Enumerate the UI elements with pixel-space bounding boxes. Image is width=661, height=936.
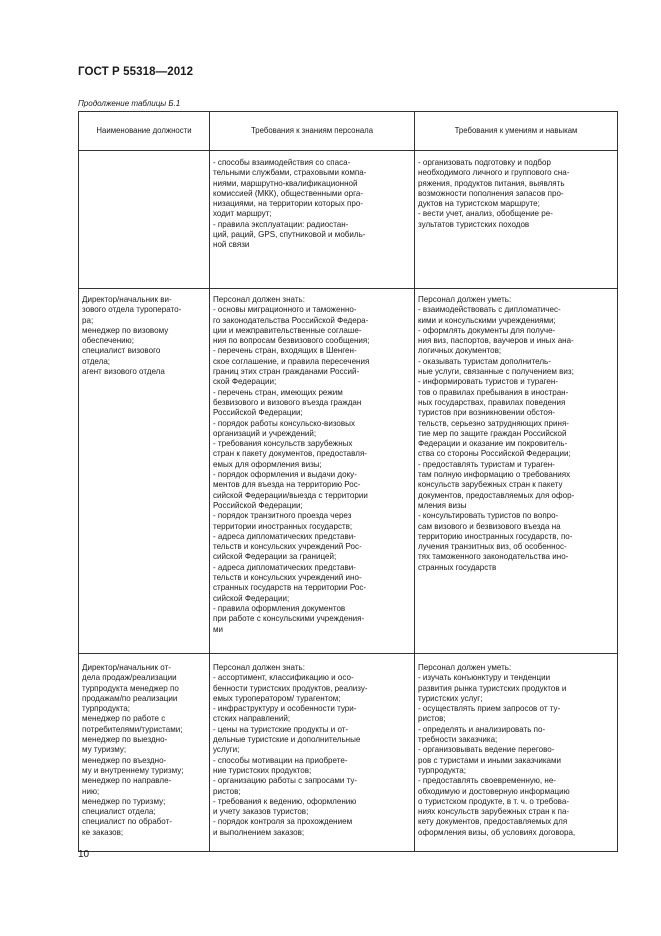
cell-text-line: тие мер по защите граждан Российской — [418, 428, 567, 438]
position-cell — [79, 654, 210, 852]
column-header-skills: Требования к умениям и навыкам — [415, 112, 618, 151]
cell-text-line: организаций и учреждений; — [213, 428, 317, 438]
cell-text-line: - изучать конъюнктуру и тенденции — [418, 673, 551, 683]
cell-text-line: - порядок контроля за прохождением — [213, 817, 353, 827]
cell-text-line: тях таможенного законодательства ино- — [418, 552, 569, 562]
cell-text-line: консульств зарубежных стран к пакету — [418, 480, 563, 490]
cell-text-line: о туристском продукте, в т. ч. о требова- — [418, 796, 570, 806]
cell-text-line: ской Федерации; — [213, 377, 277, 387]
cell-text-line: менеджер по въездно- — [82, 755, 167, 765]
cell-text-line: кету документов, предоставляемых для — [418, 817, 568, 827]
cell-text-line: необходимого личного и группового сна- — [418, 168, 570, 178]
cell-text-line: развития рынка туристских продуктов и — [418, 683, 567, 693]
cell-text-line: менеджер по туризму; — [82, 796, 166, 806]
cell-text-line: специалист отдела; — [82, 807, 156, 817]
cell-text-line: комиссией (МКК), общественными орга- — [213, 188, 364, 198]
cell-text-line: - организовать подготовку и подбор — [418, 158, 551, 167]
cell-text-line: низациями, на территории которых про- — [213, 199, 363, 209]
cell-text-line: - ассортимент, классификацию и осо- — [213, 673, 354, 683]
position-cell — [79, 289, 210, 654]
cell-text-line: странных государств — [418, 562, 497, 572]
cell-text-line: му туризму; — [82, 745, 127, 755]
cell-text-line: границ этих стран гражданами Россий- — [213, 367, 360, 377]
cell-text-line: турпродукта; — [82, 704, 130, 714]
cell-text-line: - взаимодействовать с дипломатичес- — [418, 305, 561, 315]
cell-text-line: - способы мотивации на приобрете- — [213, 755, 348, 765]
cell-text-line: туристов при возникновении обстоя- — [418, 408, 555, 418]
skills-cell — [415, 151, 618, 289]
cell-text-line: сийской Федерации; — [213, 593, 290, 603]
cell-text-line: - адреса дипломатических представи- — [213, 531, 356, 541]
page-number: 10 — [78, 849, 90, 860]
cell-text-line: услуги; — [213, 745, 240, 755]
cell-text-line: ные услуги, связанные с получением виз; — [418, 367, 574, 377]
cell-text-line: отдела; — [82, 356, 111, 366]
cell-text-line: возможности пополнения запасов про- — [418, 188, 564, 198]
cell-text-line: зультатов туристских походов — [418, 219, 530, 229]
cell-text-line: - консультировать туристов по вопро- — [418, 511, 559, 521]
cell-text-line: ниями, маршрутно-квалификационной — [213, 178, 358, 188]
skills-cell — [415, 654, 618, 852]
cell-text-line: ния по вопросам безвизового сообщения; — [213, 336, 370, 346]
cell-text-line: странных государств на территории Рос- — [213, 583, 367, 593]
cell-text-line: лучения транзитных виз, об особеннос- — [418, 542, 567, 552]
cell-text-line: Директор/начальник от- — [82, 663, 171, 672]
cell-text-line: кими и консульскими учреждениями; — [418, 315, 556, 325]
table-row — [79, 289, 618, 654]
cell-text-line: продажам/по реализации — [82, 693, 178, 703]
cell-text-line: бенности туристских продуктов, реализу- — [213, 683, 368, 693]
cell-text-line: менеджер по визовому — [82, 325, 169, 335]
cell-text-line: - правила эксплуатации: радиостан- — [213, 219, 349, 229]
knowledge-cell — [210, 289, 415, 654]
cell-text-line: и выполнением заказов; — [213, 827, 305, 837]
cell-text-line: го законодательства Российской Федера- — [213, 315, 369, 325]
cell-text-line: - порядок работы консульско-визовых — [213, 418, 355, 428]
cell-text-line: дуктов на туристском маршруте; — [418, 199, 540, 209]
cell-text-line: зового отдела туроперато- — [82, 305, 182, 315]
cell-text-line: обеспечению; — [82, 336, 134, 346]
cell-text-line: требности заказчика; — [418, 735, 498, 745]
table-row — [79, 151, 618, 289]
table-header-row — [79, 112, 618, 151]
cell-text-line: ристов; — [418, 714, 446, 724]
cell-text-line: - перечень стран, имеющих режим — [213, 387, 343, 397]
cell-text-line: ряжения, продуктов питания, выявлять — [418, 178, 565, 188]
cell-text-line: - инфраструктуру и особенности тури- — [213, 704, 357, 714]
cell-text-line: ций, раций, GPS, спутниковой и мобиль- — [213, 230, 366, 240]
cell-text-line: дела продаж/реализации — [82, 673, 177, 683]
cell-text-line: емых для оформления визы; — [213, 459, 322, 469]
cell-text-line: территории иностранных государств; — [213, 521, 353, 531]
cell-text-line: потребителями/туристами; — [82, 724, 183, 734]
cell-text-line: турпродукта менеджер по — [82, 683, 179, 693]
cell-text-line: - информировать туристов и тураген- — [418, 377, 559, 387]
cell-text-line: стран к пакету документов, предоставля- — [213, 449, 367, 459]
cell-text-line: тельными службами, страховыми компа- — [213, 168, 367, 178]
cell-text-line: - перечень стран, входящих в Шенген- — [213, 346, 357, 356]
cell-text-line: - порядок оформления и выдачи доку- — [213, 470, 357, 480]
cell-text-line: ментов для въезда на территорию Рос- — [213, 480, 361, 490]
skills-cell — [415, 289, 618, 654]
cell-text-line: туристских услуг; — [418, 693, 483, 703]
cell-text-line: там полную информацию о требованиях — [418, 470, 571, 480]
cell-text-line: ра; — [82, 315, 94, 325]
requirements-table — [78, 111, 618, 852]
cell-text-line: менеджер по работе с — [82, 714, 166, 724]
cell-text-line: му и внутреннему туризму; — [82, 765, 184, 775]
cell-text-line: ке заказов; — [82, 827, 124, 837]
cell-text-line: - оказывать туристам дополнитель- — [418, 356, 551, 366]
cell-text-line: при работе с консульскими учреждения- — [213, 614, 365, 624]
cell-text-line: - оформлять документы для получе- — [418, 325, 556, 335]
table-continuation-caption: Продолжение таблицы Б.1 — [78, 99, 181, 108]
cell-text-line: ных государствах, правилах поведения — [418, 397, 566, 407]
knowledge-cell — [210, 654, 415, 852]
cell-text-line: ции и межправительственные соглаше- — [213, 325, 362, 335]
cell-text-line: - основы миграционного и таможенно- — [213, 305, 357, 315]
cell-text-line: ства со стороны Российской Федерации; — [418, 449, 571, 459]
cell-text-line: ной связи — [213, 240, 250, 250]
cell-text-line: - правила оформления документов — [213, 603, 346, 613]
cell-text-line: агент визового отдела — [82, 367, 165, 377]
cell-text-line: обходимую и достоверную информацию — [418, 786, 570, 796]
cell-text-line: - осуществлять прием запросов от ту- — [418, 704, 561, 714]
knowledge-cell — [210, 151, 415, 289]
cell-text-line: сийской Федерации за границей; — [213, 552, 337, 562]
cell-text-line: ров с туристами и иными заказчиками — [418, 755, 562, 765]
cell-text-line: менеджер по выездно- — [82, 735, 168, 745]
cell-text-line: Директор/начальник ви- — [82, 295, 172, 304]
cell-text-line: специалист визового — [82, 346, 161, 356]
cell-text-line: - цены на туристские продукты и от- — [213, 724, 349, 734]
cell-text-line: - требования к ведению, оформлению — [213, 796, 357, 806]
cell-text-line: - порядок транзитного проезда через — [213, 511, 352, 521]
cell-text-line: Федерации и оказание им покровитель- — [418, 439, 568, 449]
cell-text-line: Российской Федерации; — [213, 500, 303, 510]
cell-text-line: специалист по обработ- — [82, 817, 172, 827]
cell-text-line: Персонал должен знать: — [213, 663, 305, 672]
cell-text-line: стских направлений; — [213, 714, 291, 724]
cell-text-line: территорию иностранных государств, по- — [418, 531, 573, 541]
column-header-position: Наименование должности — [79, 112, 210, 151]
cell-text-line: Персонал должен уметь: — [418, 295, 512, 304]
cell-text-line: тельств и консульских учреждений ино- — [213, 573, 362, 583]
cell-text-line: - предоставлять туристам и тураген- — [418, 459, 555, 469]
cell-text-line: сийской Федерации/выезда с территории — [213, 490, 368, 500]
cell-text-line: ское соглашение, и правила пересечения — [213, 356, 370, 366]
cell-text-line: - организовывать ведение перегово- — [418, 745, 555, 755]
cell-text-line: турпродукта; — [418, 765, 466, 775]
document-title: ГОСТ Р 55318—2012 — [78, 66, 194, 78]
table-row — [79, 654, 618, 852]
position-cell — [79, 151, 210, 289]
column-header-knowledge: Требования к знаниям персонала — [210, 112, 415, 151]
cell-text-line: логичных документов; — [418, 346, 502, 356]
cell-text-line: тов о правилах пребывания в иностран- — [418, 387, 569, 397]
cell-text-line: ми — [213, 624, 224, 634]
cell-text-line: - адреса дипломатических представи- — [213, 562, 356, 572]
cell-text-line: тельств, серьезно затрудняющих приня- — [418, 418, 569, 428]
cell-text-line: ристов; — [213, 786, 241, 796]
cell-text-line: ниях консульств зарубежных стран к па- — [418, 807, 570, 817]
cell-text-line: мления визы — [418, 500, 467, 510]
cell-text-line: емых туроператором/ турагентом; — [213, 693, 341, 703]
cell-text-line: ходит маршрут; — [213, 209, 272, 219]
cell-text-line: нию; — [82, 786, 100, 796]
cell-text-line: - организацию работы с запросами ту- — [213, 776, 358, 786]
cell-text-line: ния виз, паспортов, ваучеров и иных ана- — [418, 336, 574, 346]
cell-text-line: Российской Федерации; — [213, 408, 303, 418]
cell-text-line: - предоставлять своевременную, не- — [418, 776, 556, 786]
cell-text-line: сам визового и безвизового въезда на — [418, 521, 561, 531]
cell-text-line: дельные туристские и дополнительные — [213, 735, 361, 745]
cell-text-line: - способы взаимодействия со спаса- — [213, 158, 351, 167]
cell-text-line: тельств и консульских учреждений Рос- — [213, 542, 362, 552]
cell-text-line: Персонал должен знать: — [213, 295, 305, 304]
cell-text-line: ние туристских продуктов; — [213, 765, 312, 775]
cell-text-line: - вести учет, анализ, обобщение ре- — [418, 209, 553, 219]
cell-text-line: безвизового и визового въезда граждан — [213, 397, 362, 407]
cell-text-line: менеджер по направле- — [82, 776, 172, 786]
cell-text-line: - определять и анализировать по- — [418, 724, 546, 734]
cell-text-line: - требования консульств зарубежных — [213, 439, 353, 449]
cell-text-line: документов, предоставляемых для офор- — [418, 490, 575, 500]
cell-text-line: и учету заказов туристов; — [213, 807, 309, 817]
cell-text-line: Персонал должен уметь: — [418, 663, 512, 672]
cell-text-line: оформления визы, об условиях договора, — [418, 827, 576, 837]
